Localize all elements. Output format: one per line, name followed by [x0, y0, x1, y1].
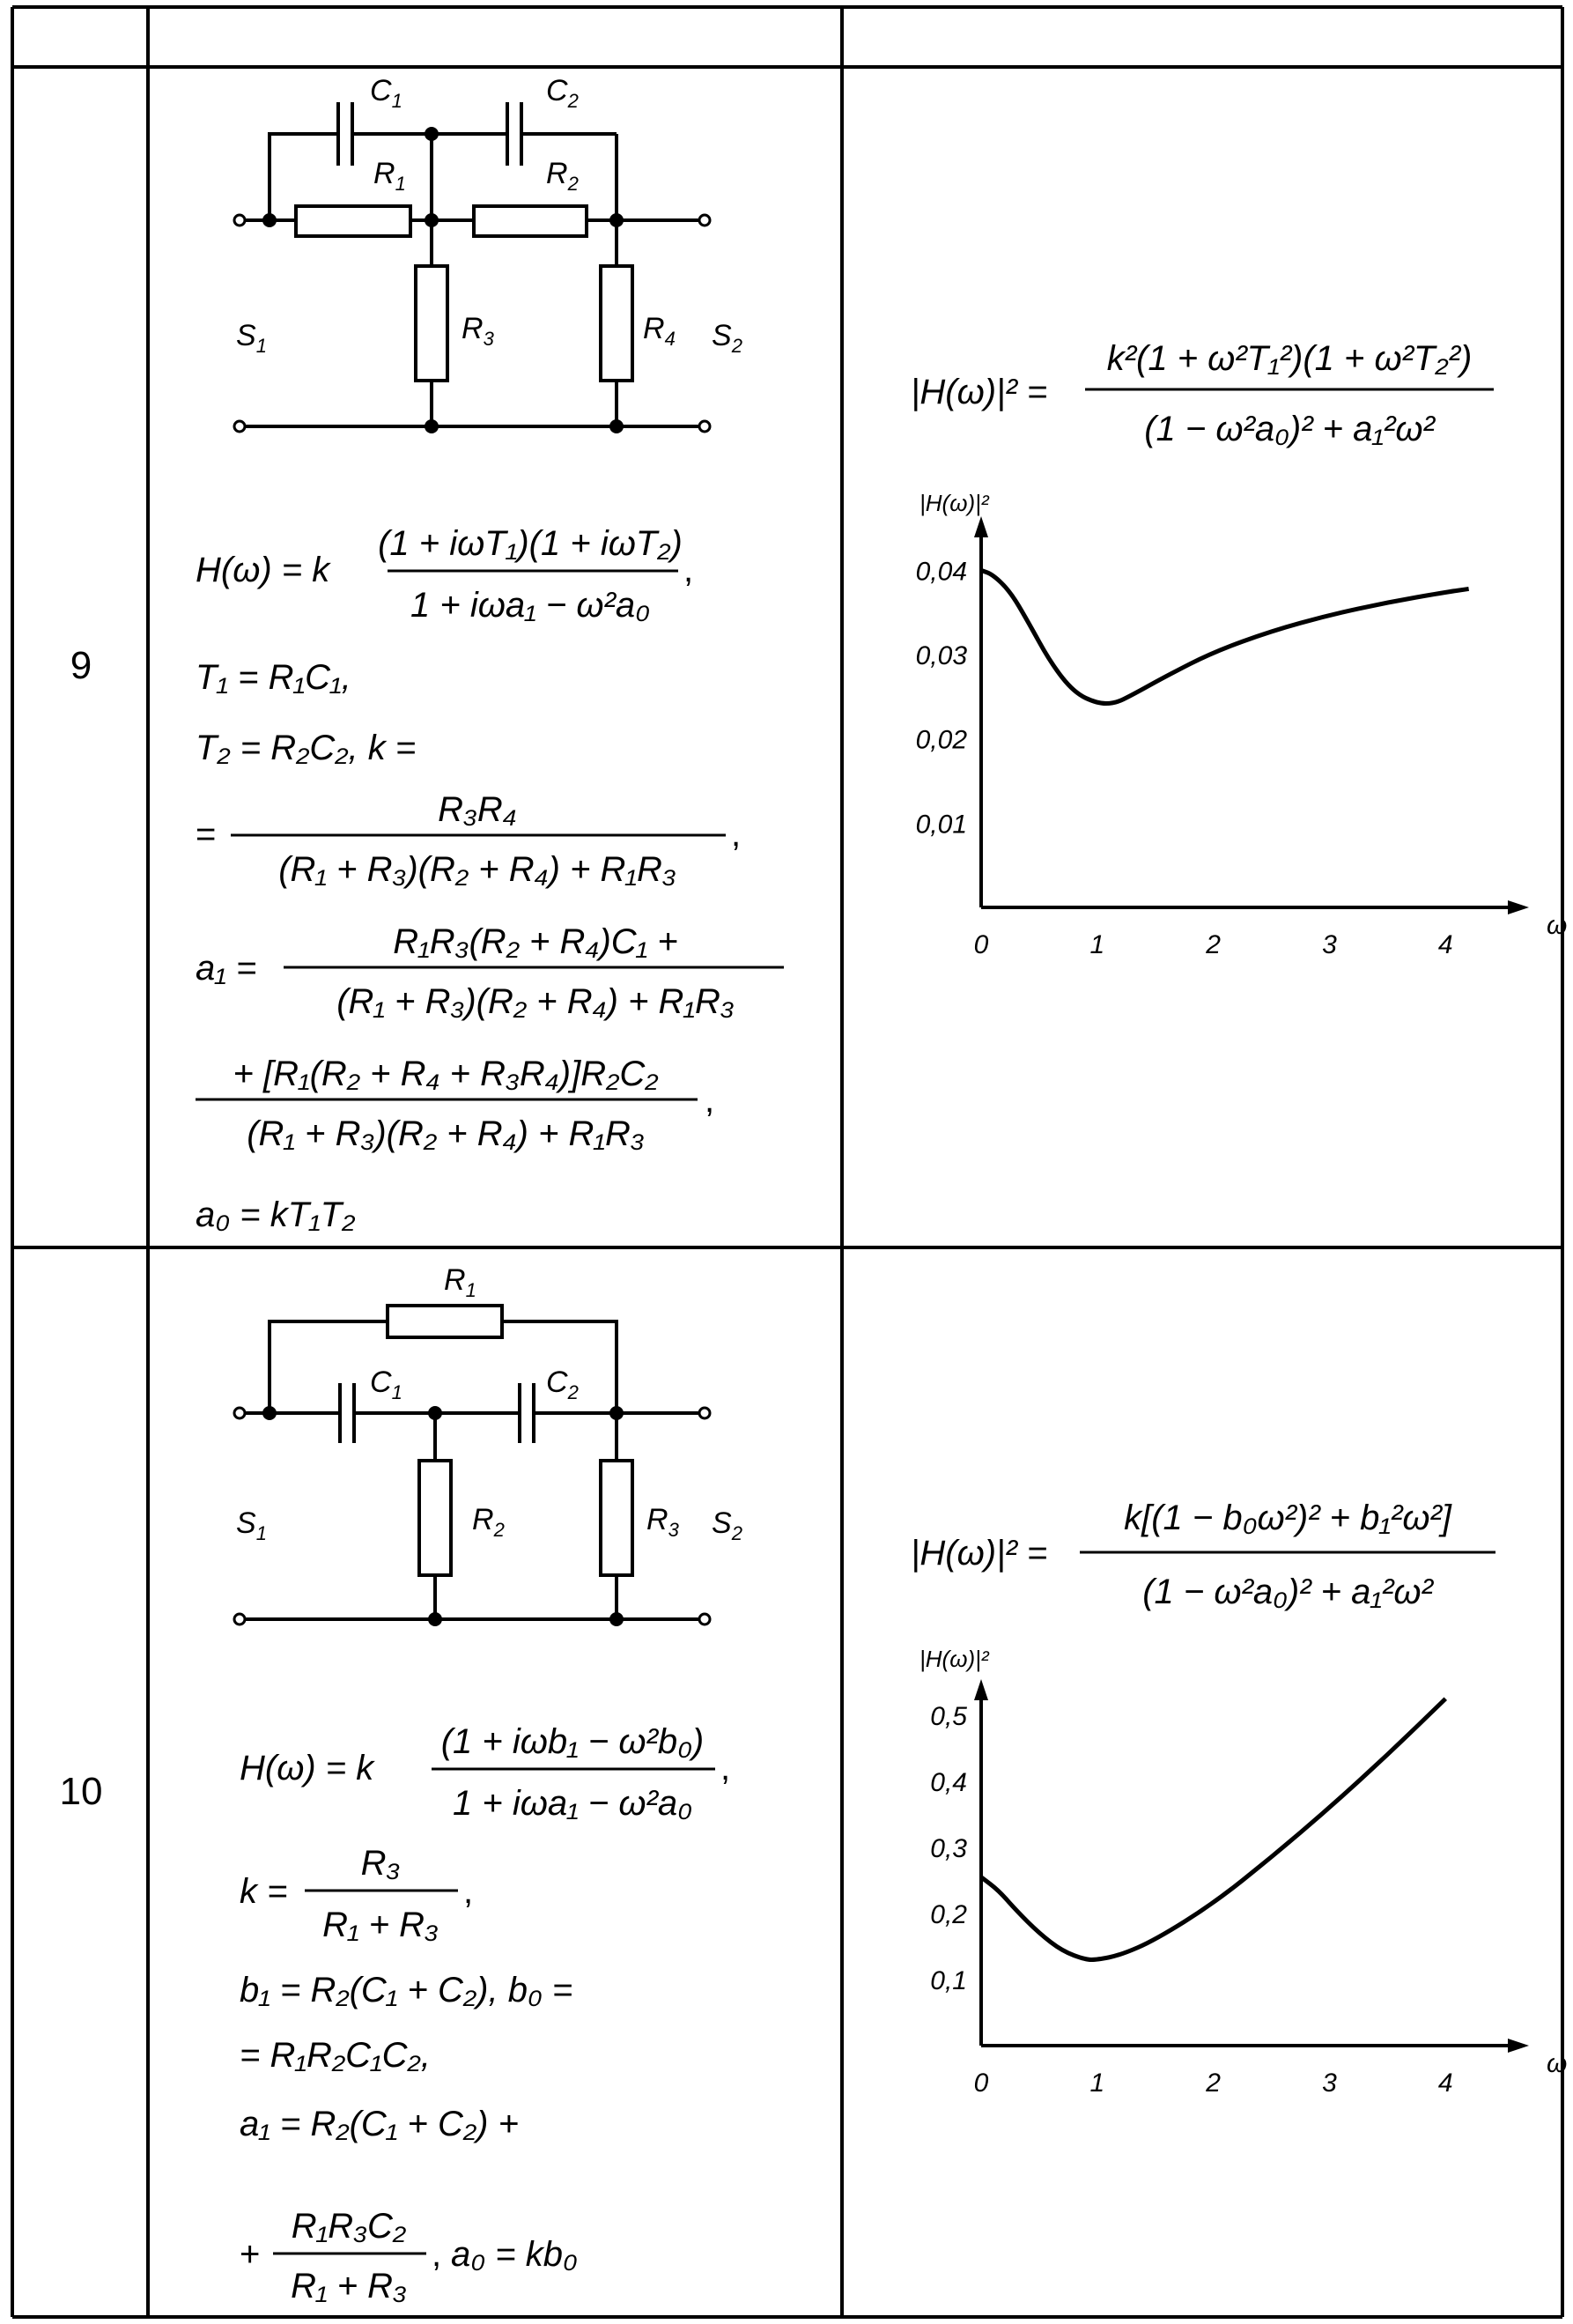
chart-10-y-tick-label: 0,1 — [930, 1966, 967, 1995]
label-c1: $C_1$ — [370, 74, 402, 112]
mag-num-10: k[(1 − b₀ω²)² + b₁²ω²] — [1124, 1499, 1451, 1537]
svg-text:,: , — [432, 2235, 442, 2274]
label-r3: $R_3$ — [646, 1503, 679, 1541]
chart-9-y-tick-label: 0,03 — [915, 641, 967, 671]
h-lhs-9: H(ω) = k — [196, 551, 330, 589]
chart-10-y-label: |H(ω)|² — [919, 1646, 989, 1672]
label-r2: $R_2$ — [472, 1503, 505, 1541]
chart-9-x-tick-label: 1 — [1089, 930, 1105, 959]
chart-10-y-tick-label: 0,5 — [930, 1702, 967, 1731]
svg-text:,: , — [705, 1081, 715, 1120]
label-r1: $R_1$ — [373, 157, 406, 195]
svg-text:,: , — [463, 1872, 474, 1911]
t2-k-9: T₂ = R₂C₂, k = — [196, 729, 417, 767]
a1-10: a₁ = R₂(C₁ + C₂) + — [240, 2105, 519, 2143]
chart-10-x-tick-label: 1 — [1089, 2069, 1105, 2098]
chart-9-series-line — [981, 570, 1469, 703]
chart-9-y-label: |H(ω)|² — [919, 490, 989, 516]
mag-lhs-9: |H(ω)|² = — [911, 373, 1048, 411]
label-s1: $S_1$ — [236, 1506, 267, 1544]
chart-9-x-tick-label: 3 — [1322, 930, 1337, 959]
formulas-10 — [240, 1722, 730, 2305]
h-lhs-10: H(ω) = k — [240, 1749, 374, 1787]
svg-text:,: , — [683, 551, 694, 589]
chart-10-x-tick-label: 2 — [1206, 2069, 1221, 2098]
chart-9-x-tick-label: 4 — [1437, 930, 1453, 959]
resistor-r1 — [296, 206, 410, 236]
chart-9-x-arrow — [1508, 900, 1529, 914]
formulas-9 — [196, 524, 784, 1234]
mag-den-10: (1 − ω²a₀)² + a₁²ω² — [1142, 1573, 1433, 1611]
a0-10: a₀ = kb₀ — [451, 2235, 578, 2274]
a1-num2-9: + [R₁(R₂ + R₄ + R₃R₄)]R₂C₂ — [233, 1055, 659, 1093]
resistor-r2 — [474, 206, 587, 236]
resistor-r4 — [601, 266, 632, 381]
b1-10: b₁ = R₂(C₁ + C₂), b₀ = — [240, 1971, 573, 2009]
chart-10-x-tick-label: 0 — [973, 2069, 989, 2098]
h-num-9: (1 + iωT₁)(1 + iωT₂) — [378, 524, 683, 563]
svg-text:+: + — [240, 2235, 261, 2274]
label-r2: $R_2$ — [546, 157, 579, 195]
resistor-r1 — [388, 1306, 502, 1337]
chart-10-x-label: ω — [1547, 2049, 1568, 2078]
k-num-9: R₃R₄ — [438, 790, 517, 829]
a1-den2-9: (R₁ + R₃)(R₂ + R₄) + R₁R₃ — [247, 1114, 645, 1153]
k-den-9: (R₁ + R₃)(R₂ + R₄) + R₁R₃ — [278, 850, 676, 889]
chart-10-series-line — [981, 1699, 1445, 1959]
k-lhs-10: k = — [240, 1872, 288, 1911]
chart-9-y-tick-label: 0,04 — [915, 557, 967, 587]
a0-9: a₀ = kT₁T₂ — [196, 1195, 356, 1234]
h-den-9: 1 + iωa₁ − ω²a₀ — [410, 586, 650, 625]
chart-9-y-tick-label: 0,01 — [915, 810, 967, 840]
a1-frac-num-10: R₁R₃C₂ — [291, 2207, 407, 2246]
chart-9-y-arrow — [974, 516, 988, 537]
k-den-10: R₁ + R₃ — [322, 1906, 439, 1944]
label-r4: $R_4$ — [643, 312, 676, 350]
a1-lhs-9: a₁ = — [196, 949, 257, 988]
resistor-r2 — [419, 1461, 451, 1575]
t1-9: T₁ = R₁C₁, — [196, 658, 351, 697]
chart-10-x-tick-label: 4 — [1437, 2069, 1453, 2098]
b0-10: = R₁R₂C₁C₂, — [240, 2036, 431, 2075]
label-c2: $C_2$ — [546, 1366, 579, 1403]
chart-10-y-tick-label: 0,4 — [930, 1768, 967, 1797]
chart-9-x-label: ω — [1547, 911, 1568, 940]
resistor-r3 — [601, 1461, 632, 1575]
chart-10-y-tick-label: 0,2 — [930, 1900, 967, 1929]
svg-text:=: = — [196, 815, 217, 854]
a1-num1-9: R₁R₃(R₂ + R₄)C₁ + — [393, 922, 678, 961]
label-c1: $C_1$ — [370, 1366, 402, 1403]
svg-text:,: , — [731, 815, 742, 854]
mag-num-9: k²(1 + ω²T₁²)(1 + ω²T₂²) — [1106, 339, 1473, 378]
label-r1: $R_1$ — [444, 1263, 476, 1301]
a1-den1-9: (R₁ + R₃)(R₂ + R₄) + R₁R₃ — [336, 982, 735, 1021]
chart-9-x-tick-label: 2 — [1206, 930, 1221, 959]
row-number-10: 10 — [59, 1770, 103, 1813]
mag-den-9: (1 − ω²a₀)² + a₁²ω² — [1144, 410, 1435, 448]
chart-10 — [919, 1646, 1567, 2098]
chart-10-x-arrow — [1508, 2039, 1529, 2053]
svg-text:,: , — [720, 1749, 731, 1787]
magnitude-formula-10 — [911, 1499, 1495, 1611]
label-s2: $S_2$ — [712, 319, 742, 357]
row-number-9: 9 — [70, 644, 92, 687]
circuit-diagram-9 — [234, 74, 742, 433]
mag-lhs-10: |H(ω)|² = — [911, 1534, 1048, 1573]
chart-10-y-tick-label: 0,3 — [930, 1834, 967, 1863]
chart-10-x-tick-label: 3 — [1322, 2069, 1337, 2098]
k-num-10: R₃ — [360, 1844, 401, 1883]
resistor-r3 — [416, 266, 447, 381]
label-s1: $S_1$ — [236, 319, 267, 357]
label-r3: $R_3$ — [462, 312, 494, 350]
chart-9 — [916, 490, 1568, 959]
chart-9-x-tick-label: 0 — [973, 930, 989, 959]
chart-9-y-tick-label: 0,02 — [915, 725, 967, 755]
magnitude-formula-9 — [911, 339, 1494, 448]
h-den-10: 1 + iωa₁ − ω²a₀ — [453, 1784, 692, 1823]
h-num-10: (1 + iωb₁ − ω²b₀) — [440, 1722, 705, 1761]
chart-10-y-arrow — [974, 1679, 988, 1700]
label-c2: $C_2$ — [546, 74, 579, 112]
circuit-diagram-10 — [234, 1263, 742, 1626]
label-s2: $S_2$ — [712, 1506, 742, 1544]
a1-frac-den-10: R₁ + R₃ — [291, 2267, 407, 2305]
